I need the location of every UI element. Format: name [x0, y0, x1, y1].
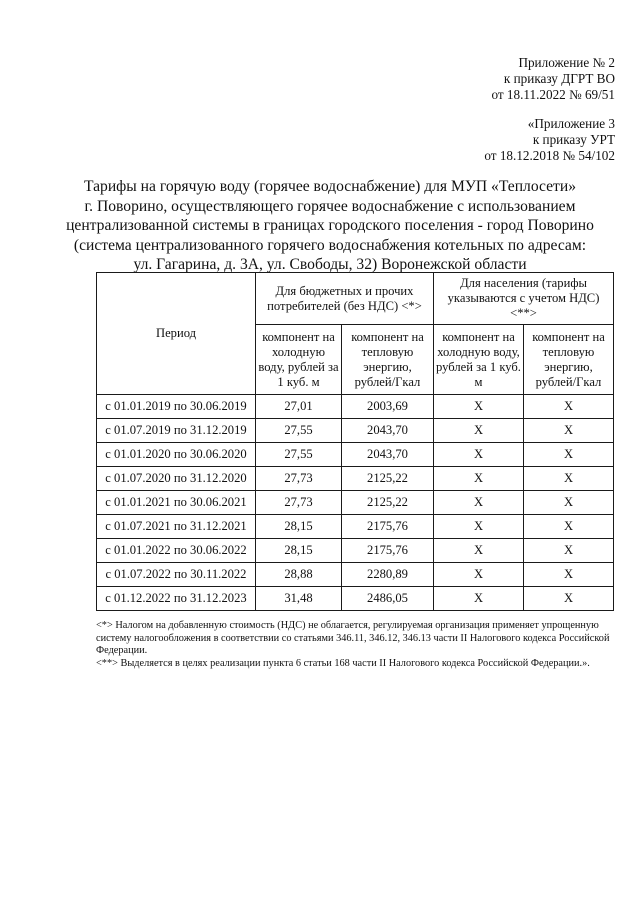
population-thermal-cell: X — [524, 563, 614, 587]
budget-cold-water-cell: 27,73 — [256, 491, 342, 515]
period-cell: с 01.07.2020 по 31.12.2020 — [97, 467, 256, 491]
budget-consumers-header: Для бюджетных и прочих потребителей (без НДС) <*> — [256, 273, 434, 325]
period-cell: с 01.12.2022 по 31.12.2023 — [97, 587, 256, 611]
annex-line: к приказу УРТ — [532, 132, 615, 147]
population-thermal-cell: X — [524, 587, 614, 611]
footnote-vat-population: <**> Выделяется в целях реализации пункта 6 статьи 168 части II Налогового кодекса Российской Федерации.». — [96, 657, 590, 669]
annex-line: от 18.12.2018 № 54/102 — [484, 148, 615, 163]
period-cell: с 01.01.2021 по 30.06.2021 — [97, 491, 256, 515]
table-row — [97, 467, 614, 491]
budget-cold-water-cell: 28,88 — [256, 563, 342, 587]
table-row — [97, 563, 614, 587]
population-thermal-cell: X — [524, 491, 614, 515]
period-cell: с 01.01.2022 по 30.06.2022 — [97, 539, 256, 563]
budget-cold-water-cell: 27,01 — [256, 395, 342, 419]
population-cold-water-cell: X — [434, 395, 524, 419]
population-thermal-cell: X — [524, 443, 614, 467]
population-cold-water-cell: X — [434, 539, 524, 563]
budget-cold-water-cell: 28,15 — [256, 515, 342, 539]
population-thermal-cell: X — [524, 515, 614, 539]
document-title — [40, 177, 620, 275]
budget-cold-water-header: компонент на холодную воду, рублей за 1 куб. м — [256, 325, 342, 395]
budget-thermal-cell: 2175,76 — [342, 539, 434, 563]
budget-cold-water-cell: 27,73 — [256, 467, 342, 491]
population-header: Для населения (тарифы указываются с учетом НДС) <**> — [434, 273, 614, 325]
population-cold-water-cell: X — [434, 419, 524, 443]
period-cell: с 01.07.2019 по 31.12.2019 — [97, 419, 256, 443]
period-cell: с 01.01.2020 по 30.06.2020 — [97, 443, 256, 467]
annex-line: «Приложение 3 — [527, 116, 615, 131]
population-cold-water-header: компонент на холодную воду, рублей за 1 куб. м — [434, 325, 524, 395]
period-cell: с 01.07.2021 по 31.12.2021 — [97, 515, 256, 539]
budget-cold-water-cell: 31,48 — [256, 587, 342, 611]
budget-thermal-cell: 2175,76 — [342, 515, 434, 539]
title-line: (система централизованного горячего водоснабжения котельных по адресам: — [73, 236, 587, 254]
budget-thermal-cell: 2043,70 — [342, 419, 434, 443]
population-thermal-cell: X — [524, 467, 614, 491]
annex-line: к приказу ДГРТ ВО — [503, 71, 615, 86]
table-row — [97, 539, 614, 563]
tariff-table — [96, 272, 614, 611]
budget-thermal-cell: 2043,70 — [342, 443, 434, 467]
footnote-vat-exempt: <*> Налогом на добавленную стоимость (НДС) не облагается, регулируемая организация применяет упрощенную систему налогообложения в соответствии со статьями 346.11, 346.12, 346.13 части II Налогового кодекса Российской Федерации. — [96, 620, 610, 657]
population-cold-water-cell: X — [434, 563, 524, 587]
annex-line: от 18.11.2022 № 69/51 — [491, 87, 615, 102]
budget-cold-water-cell: 28,15 — [256, 539, 342, 563]
population-cold-water-cell: X — [434, 491, 524, 515]
table-row — [97, 443, 614, 467]
title-line: ул. Гагарина, д. 3А, ул. Свободы, 32) Воронежской области — [133, 256, 527, 273]
period-cell: с 01.07.2022 по 30.11.2022 — [97, 563, 256, 587]
table-row — [97, 587, 614, 611]
population-cold-water-cell: X — [434, 443, 524, 467]
period-header: Период — [97, 273, 256, 395]
footnotes — [96, 620, 626, 670]
tariff-rows — [97, 395, 614, 611]
budget-thermal-cell: 2125,22 — [342, 491, 434, 515]
title-line: централизованной системы в границах городского поселения - город Поворино — [66, 217, 594, 234]
population-cold-water-cell: X — [434, 587, 524, 611]
budget-cold-water-cell: 27,55 — [256, 419, 342, 443]
period-cell: с 01.01.2019 по 30.06.2019 — [97, 395, 256, 419]
previous-annex-reference — [484, 116, 615, 164]
population-thermal-cell: X — [524, 395, 614, 419]
budget-cold-water-cell: 27,55 — [256, 443, 342, 467]
budget-thermal-cell: 2280,89 — [342, 563, 434, 587]
budget-thermal-cell: 2486,05 — [342, 587, 434, 611]
population-cold-water-cell: X — [434, 515, 524, 539]
population-thermal-header: компонент на тепловую энергию, рублей/Гкал — [524, 325, 614, 395]
table-row — [97, 515, 614, 539]
title-line: Тарифы на горячую воду (горячее водоснабжение) для МУП «Теплосети» — [83, 178, 577, 195]
population-cold-water-cell: X — [434, 467, 524, 491]
table-row — [97, 419, 614, 443]
table-row — [97, 491, 614, 515]
budget-thermal-cell: 2003,69 — [342, 395, 434, 419]
title-line: г. Поворино, осуществляющего горячее водоснабжение с использованием — [84, 197, 576, 215]
population-thermal-cell: X — [524, 419, 614, 443]
table-row — [97, 395, 614, 419]
budget-thermal-cell: 2125,22 — [342, 467, 434, 491]
annex-line: Приложение № 2 — [518, 55, 615, 70]
budget-thermal-header: компонент на тепловую энергию, рублей/Гкал — [342, 325, 434, 395]
annex-reference — [491, 55, 615, 103]
population-thermal-cell: X — [524, 539, 614, 563]
